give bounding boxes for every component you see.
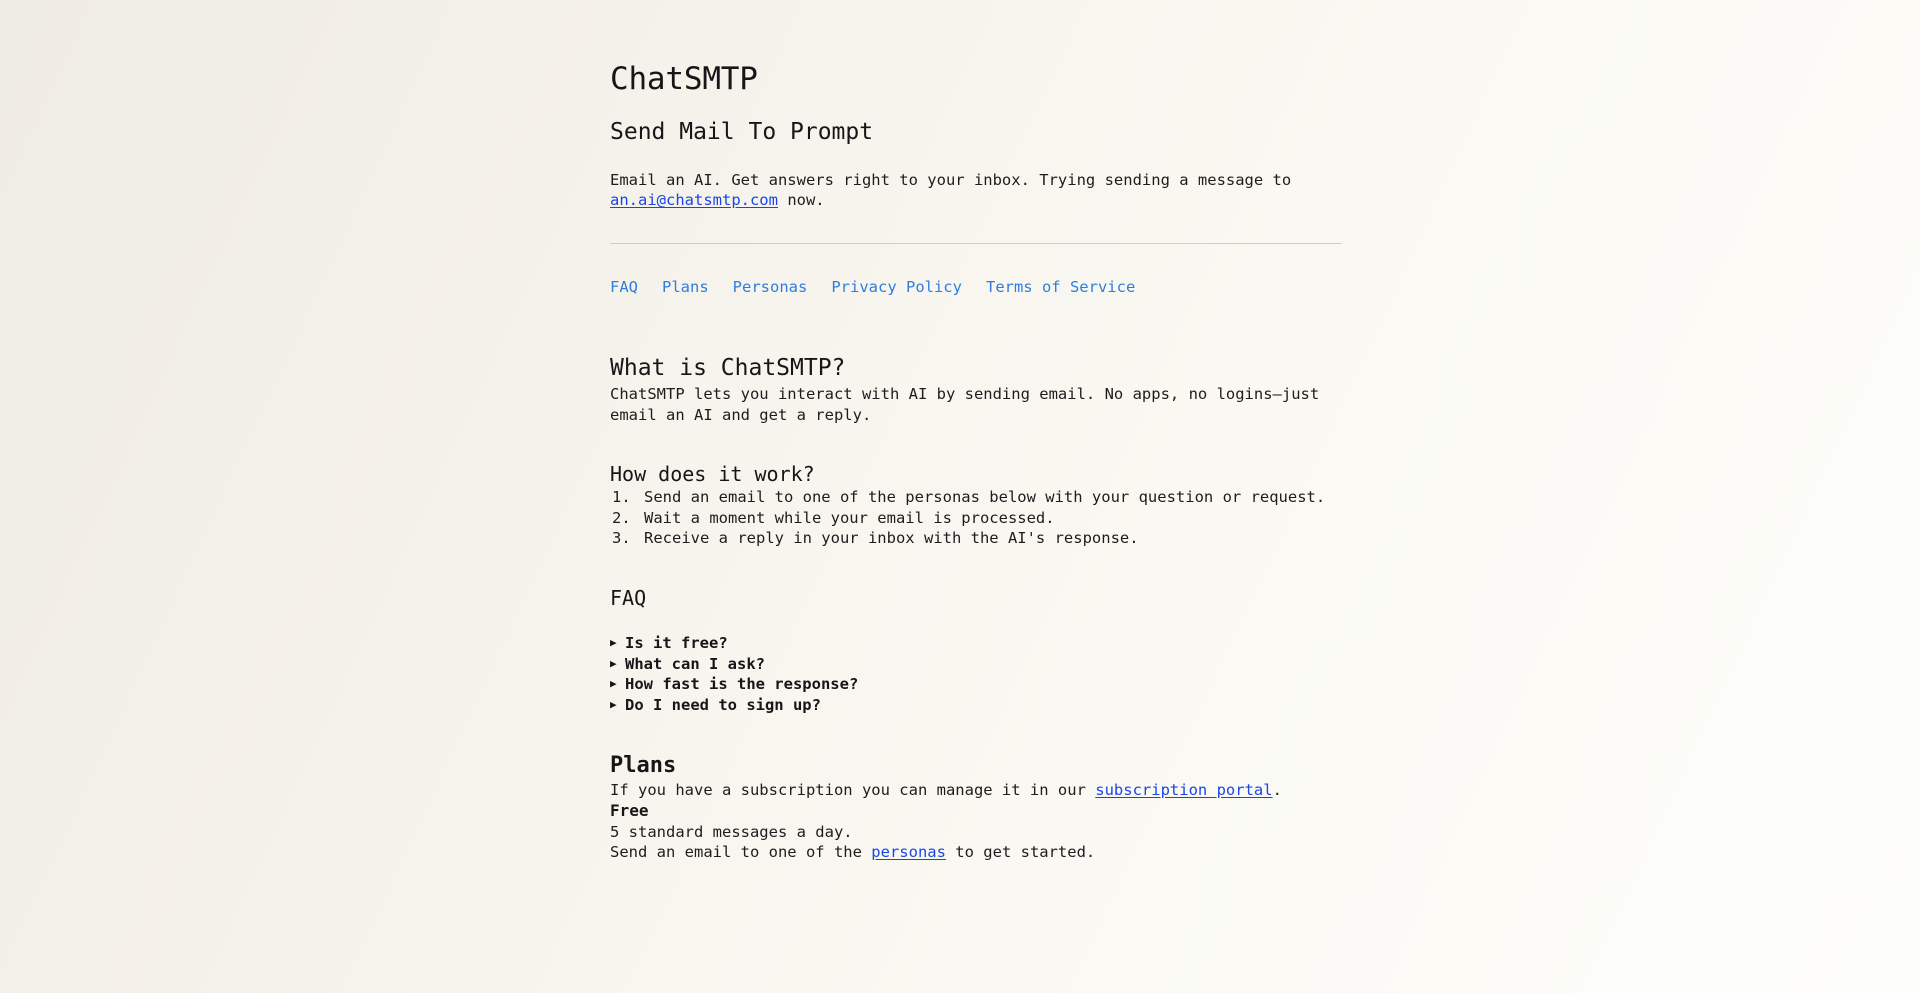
plan-free-details (610, 822, 1340, 863)
faq-question[interactable]: ▶ Do I need to sign up? (610, 695, 1340, 716)
plan-free-line-2-after-link: to get started. (945, 843, 1096, 862)
faq-item-how-fast-is-the-response[interactable] (610, 674, 1340, 695)
step-item: 3. Receive a reply in your inbox with the AI's response. (640, 528, 1340, 549)
how-it-works-section (610, 461, 1340, 549)
contact-email-link[interactable]: an.ai@chatsmtp.com (610, 191, 778, 210)
faq-question[interactable]: ▶ What can I ask? (610, 654, 1340, 675)
plan-free-line-2-before-link: Send an email to one of the (610, 843, 872, 862)
faq-list (610, 633, 1340, 715)
plans-heading: Plans (610, 752, 677, 778)
intro-text-after-email: now. (777, 191, 825, 210)
faq-item-what-can-i-ask[interactable] (610, 654, 1340, 675)
nav-section-spacer (610, 296, 1340, 354)
nav-link-plans[interactable]: Plans (662, 277, 709, 296)
faq-heading: FAQ (610, 586, 647, 611)
nav-link-faq[interactable]: FAQ (610, 277, 638, 296)
intro-text-before-email: Email an AI. Get answers right to your inbox. Trying sending a message to (610, 170, 1292, 189)
how-it-works-heading: How does it work? (610, 462, 815, 487)
personas-link[interactable]: personas (871, 843, 946, 862)
site-title: ChatSMTP (610, 61, 758, 97)
header-divider (610, 243, 1342, 244)
what-is-section (610, 354, 1340, 425)
plan-free-line-1: 5 standard messages a day. (610, 822, 853, 841)
intro-paragraph (610, 170, 1300, 211)
how-it-works-steps (610, 487, 1340, 549)
faq-question[interactable]: ▶ How fast is the response? (610, 674, 1340, 695)
nav-link-privacy-policy[interactable]: Privacy Policy (831, 277, 962, 296)
faq-section (610, 585, 1340, 715)
nav-link-terms-of-service[interactable]: Terms of Service (985, 277, 1136, 296)
subscription-portal-link[interactable]: subscription portal (1095, 781, 1273, 800)
plans-intro-text-after-link: . (1272, 781, 1282, 800)
step-item: 2. Wait a moment while your email is processed. (640, 508, 1340, 529)
faq-item-do-i-need-to-sign-up[interactable] (610, 695, 1340, 716)
plans-section (610, 752, 1340, 863)
step-item: 1. Send an email to one of the personas below with your question or request. (640, 487, 1340, 508)
page-tagline: Send Mail To Prompt (610, 118, 874, 145)
main-navigation (610, 278, 1340, 297)
plans-intro-text-before-link: If you have a subscription you can manage it in our (610, 781, 1096, 800)
what-is-body: ChatSMTP lets you interact with AI by sending email. No apps, no logins—just email an AI and get a reply. (610, 385, 1320, 424)
plans-intro (610, 780, 1340, 801)
nav-link-personas[interactable]: Personas (732, 277, 808, 296)
faq-question[interactable]: ▶ Is it free? (610, 633, 1340, 654)
plan-free-title: Free (610, 800, 649, 820)
faq-item-is-it-free[interactable] (610, 633, 1340, 654)
content-column (610, 0, 1340, 863)
what-is-heading: What is ChatSMTP? (610, 355, 846, 382)
